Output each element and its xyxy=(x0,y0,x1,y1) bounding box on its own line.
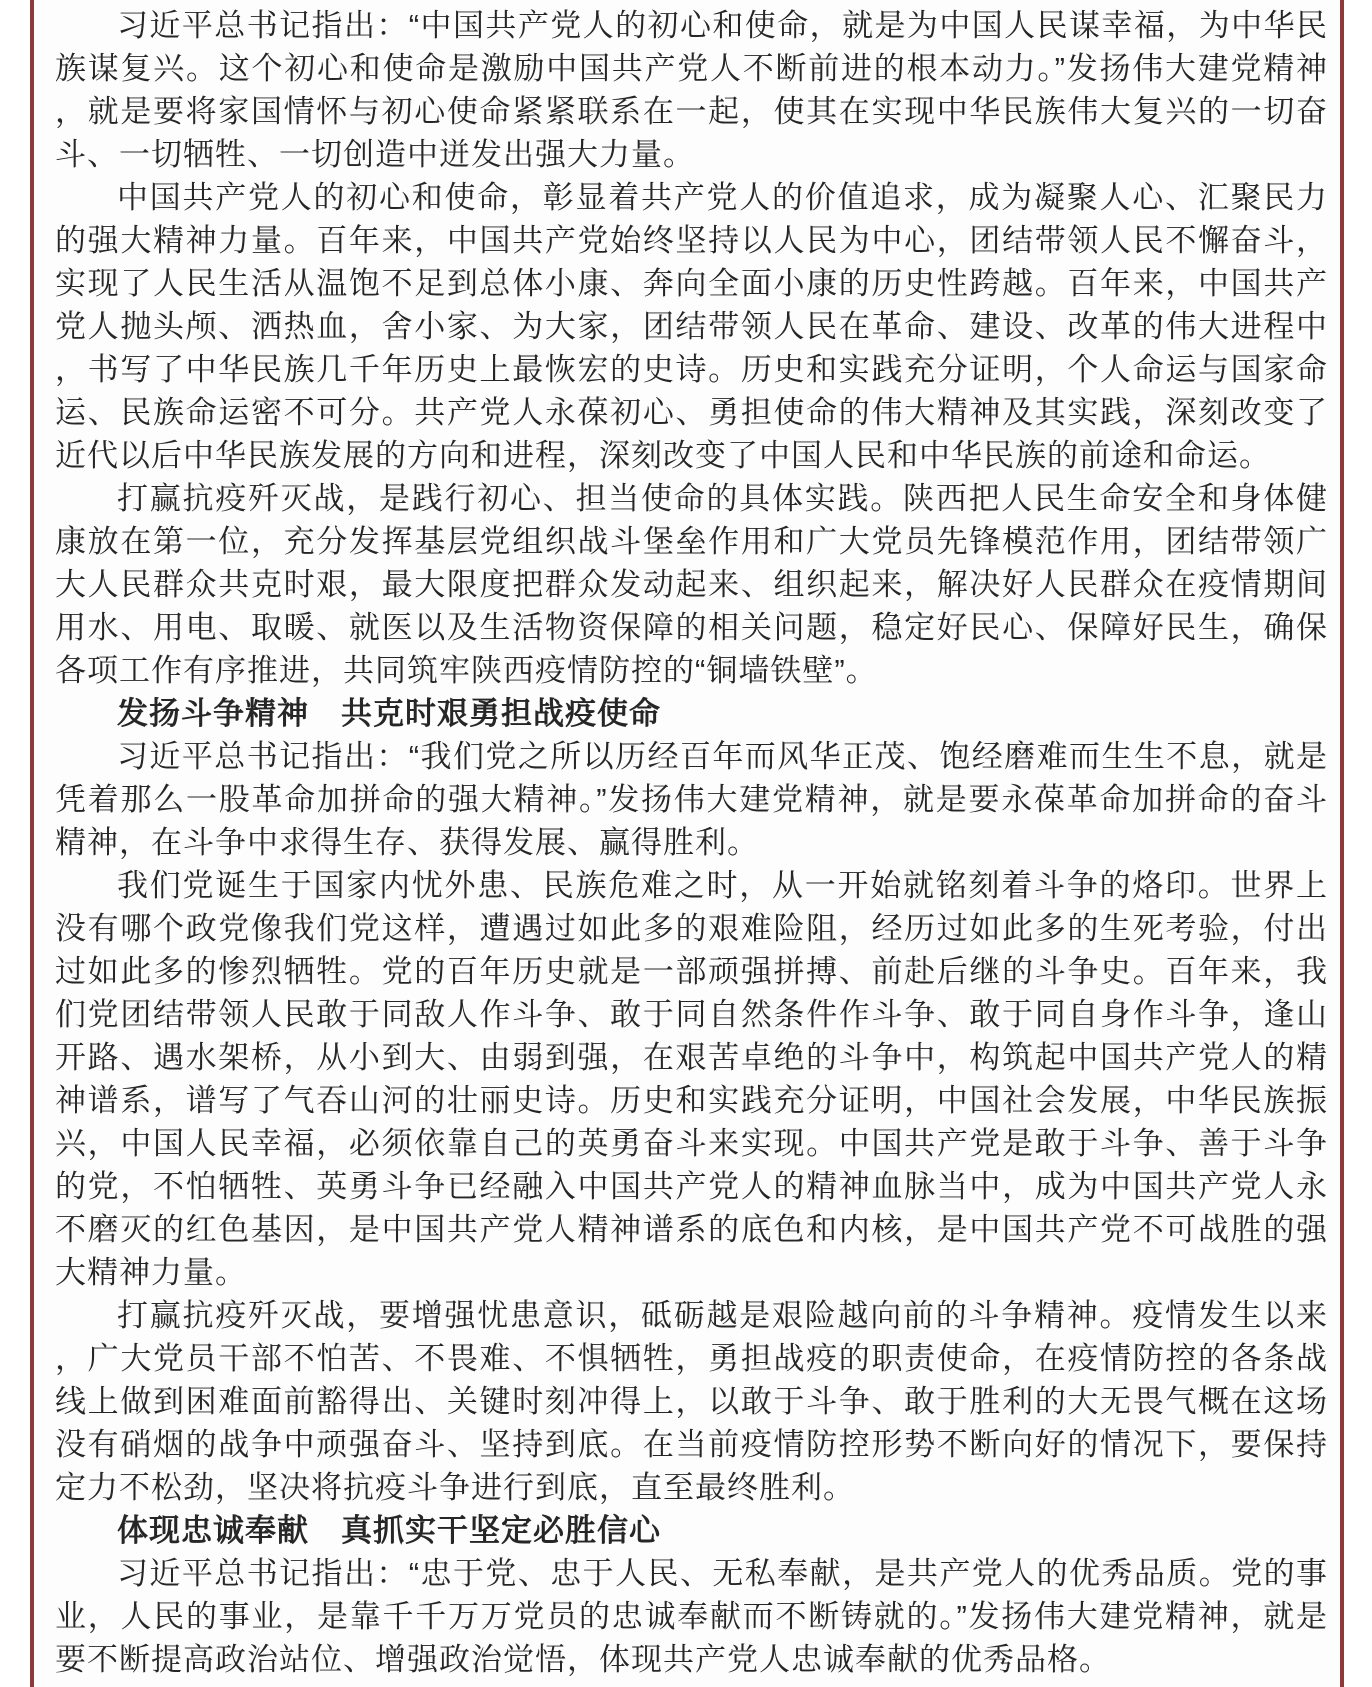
paragraph-party-history: 我们党诞生于国家内忧外患、民族危难之时，从一开始就铭刻着斗争的烙印。世界上没有哪个政党像我们党这样，遭遇过如此多的艰难险阻，经历过如此多的生死考验，付出过如此多的惨烈牺牲。党的百年历史就是一部顽强拼搏、前赴后继的斗争史。百年来，我们党团结带领人民敢于同敌人作斗争、敢于同自然条件作斗争、敢于同自身作斗争，逢山开路、遇水架桥，从小到大、由弱到强，在艰苦卓绝的斗争中，构筑起中国共产党人的精神谱系，谱写了气吞山河的壮丽史诗。历史和实践充分证明，中国社会发展，中华民族振兴，中国人民幸福，必须依靠自己的英勇奋斗来实现。中国共产党是敢于斗争、善于斗争的党，不怕牺牲、英勇斗争已经融入中国共产党人的精神血脉当中，成为中国共产党人永不磨灭的红色基因，是中国共产党人精神谱系的底色和内核，是中国共产党不可战胜的强大精神力量。 xyxy=(55,868,1328,1290)
article-body xyxy=(55,4,1328,1681)
section-heading-struggle-spirit: 发扬斗争精神 共克时艰勇担战疫使命 xyxy=(117,696,661,731)
paragraph-epidemic-struggle: 打赢抗疫歼灭战，要增强忧患意识，砥砺越是艰险越向前的斗争精神。疫情发生以来，广大党员干部不怕苦、不畏难、不惧牺牲，勇担战疫的职责使命，在疫情防控的各条战线上做到困难面前豁得出、关键时刻冲得上，以敢于斗争、敢于胜利的大无畏气概在这场没有硝烟的战争中顽强奋斗、坚持到底。在当前疫情防控形势不断向好的情况下，要保持定力不松劲，坚决将抗疫斗争进行到底，直至最终胜利。 xyxy=(55,1298,1328,1505)
paragraph-epidemic-practice: 打赢抗疫歼灭战，是践行初心、担当使命的具体实践。陕西把人民生命安全和身体健康放在第一位，充分发挥基层党组织战斗堡垒作用和广大党员先锋模范作用，团结带领广大人民群众共克时艰，最大限度把群众发动起来、组织起来，解决好人民群众在疫情期间用水、用电、取暖、就医以及生活物资保障的相关问题，稳定好民心、保障好民生，确保各项工作有序推进，共同筑牢陕西疫情防控的“铜墙铁壁”。 xyxy=(55,481,1328,688)
paragraph-initial-mission: 习近平总书记指出：“中国共产党人的初心和使命，就是为中国人民谋幸福，为中华民族谋复兴。这个初心和使命是激励中国共产党人不断前进的根本动力。”发扬伟大建党精神，就是要将家国情怀与初心使命紧紧联系在一起，使其在实现中华民族伟大复兴的一切奋斗、一切牺牲、一切创造中迸发出强大力量。 xyxy=(55,8,1328,172)
paragraph-original-aspiration: 中国共产党人的初心和使命，彰显着共产党人的价值追求，成为凝聚人心、汇聚民力的强大精神力量。百年来，中国共产党始终坚持以人民为中心，团结带领人民不懈奋斗，实现了人民生活从温饱不足到总体小康、奔向全面小康的历史性跨越。百年来，中国共产党人抛头颅、洒热血，舍小家、为大家，团结带领人民在革命、建设、改革的伟大进程中，书写了中华民族几千年历史上最恢宏的史诗。历史和实践充分证明，个人命运与国家命运、民族命运密不可分。共产党人永葆初心、勇担使命的伟大精神及其实践，深刻改变了近代以后中华民族发展的方向和进程，深刻改变了中国人民和中华民族的前途和命运。 xyxy=(55,180,1328,473)
paragraph-struggle-quote: 习近平总书记指出：“我们党之所以历经百年而风华正茂、饱经磨难而生生不息，就是凭着那么一股革命加拼命的强大精神。”发扬伟大建党精神，就是要永葆革命加拼命的奋斗精神，在斗争中求得生存、获得发展、赢得胜利。 xyxy=(55,739,1328,860)
section-heading-loyal-devotion: 体现忠诚奉献 真抓实干坚定必胜信心 xyxy=(117,1513,661,1548)
paragraph-devotion-quote: 习近平总书记指出：“忠于党、忠于人民、无私奉献，是共产党人的优秀品质。党的事业，人民的事业，是靠千千万万党员的忠诚奉献而不断铸就的。”发扬伟大建党精神，就是要不断提高政治站位、增强政治觉悟，体现共产党人忠诚奉献的优秀品格。 xyxy=(55,1556,1328,1677)
document-page xyxy=(30,0,1344,1687)
